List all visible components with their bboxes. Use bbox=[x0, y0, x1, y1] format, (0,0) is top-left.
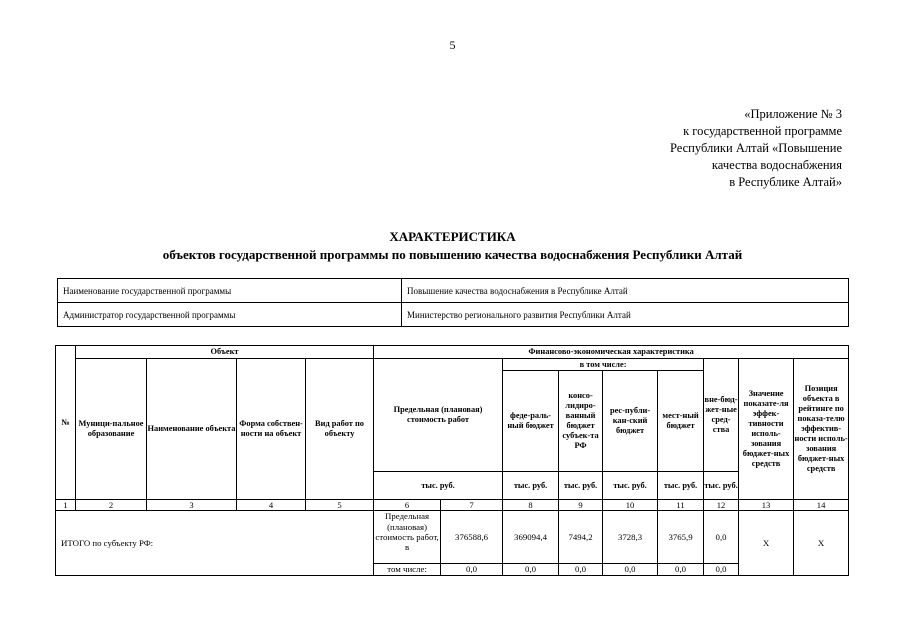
column-number: 4 bbox=[237, 500, 306, 511]
header-federal: феде-раль-ный бюджет bbox=[503, 371, 559, 472]
total-value: 376588,6 bbox=[441, 511, 503, 564]
column-number: 2 bbox=[76, 500, 147, 511]
column-number: 6 bbox=[374, 500, 441, 511]
header-including: в том числе: bbox=[503, 359, 704, 371]
header-work-type: Вид работ по объекту bbox=[306, 359, 374, 500]
unit-extrabudget: тыс. руб. bbox=[704, 472, 739, 500]
header-object-group: Объект bbox=[76, 346, 374, 359]
total-x-rating: Х bbox=[794, 511, 849, 575]
appendix-line: Республики Алтай «Повышение bbox=[669, 141, 842, 155]
header-municipality: Муници-пальное образование bbox=[76, 359, 147, 500]
total-value: 7494,2 bbox=[559, 511, 603, 564]
appendix-line: в Республике Алтай» bbox=[729, 175, 842, 189]
program-info-table bbox=[57, 278, 849, 327]
unit-consolidated: тыс. руб. bbox=[559, 472, 603, 500]
total-cost-text: Предельная (плановая) стоимость работ, в bbox=[374, 511, 441, 564]
header-rating: Позиция объекта в рейтинге по показа-телю эффектив-ности исполь-зования бюджет-ных средств bbox=[794, 359, 849, 500]
info-label: Наименование государственной программы bbox=[58, 279, 402, 303]
column-number: 12 bbox=[704, 500, 739, 511]
info-value: Повышение качества водоснабжения в Республике Алтай bbox=[402, 279, 849, 303]
unit-cost: тыс. руб. bbox=[374, 472, 503, 500]
objects-table bbox=[55, 345, 849, 576]
column-number: 5 bbox=[306, 500, 374, 511]
column-number: 9 bbox=[559, 500, 603, 511]
header-local: мест-ный бюджет bbox=[658, 371, 704, 472]
total-label: ИТОГО по субъекту РФ: bbox=[56, 511, 374, 575]
appendix-line: качества водоснабжения bbox=[711, 158, 842, 172]
unit-republic: тыс. руб. bbox=[603, 472, 658, 500]
header-finance-group: Финансово-экономическая характеристика bbox=[374, 346, 849, 359]
unit-local: тыс. руб. bbox=[658, 472, 704, 500]
info-value: Министерство регионального развития Республики Алтай bbox=[402, 303, 849, 327]
column-number: 1 bbox=[56, 500, 76, 511]
including-value: 0,0 bbox=[704, 564, 739, 575]
including-value: 0,0 bbox=[559, 564, 603, 575]
column-number: 10 bbox=[603, 500, 658, 511]
header-consolidated: консо-лидиро-ванный бюджет субъек-та РФ bbox=[559, 371, 603, 472]
appendix-block bbox=[600, 106, 842, 191]
info-row bbox=[58, 279, 849, 303]
appendix-line: «Приложение № 3 bbox=[744, 107, 842, 121]
column-number: 3 bbox=[147, 500, 237, 511]
including-value: 0,0 bbox=[503, 564, 559, 575]
including-text: том числе: bbox=[374, 564, 441, 575]
header-ownership: Форма собствен-ности на объект bbox=[237, 359, 306, 500]
total-value: 3728,3 bbox=[603, 511, 658, 564]
total-row bbox=[56, 511, 849, 564]
title-subtitle: объектов государственной программы по повышению качества водоснабжения Республики Алтай bbox=[162, 247, 743, 262]
info-row bbox=[58, 303, 849, 327]
title-main: ХАРАКТЕРИСТИКА bbox=[389, 229, 516, 244]
header-republic: рес-публи-кан-ский бюджет bbox=[603, 371, 658, 472]
page-number: 5 bbox=[449, 38, 456, 52]
column-number: 8 bbox=[503, 500, 559, 511]
total-value: 3765,9 bbox=[658, 511, 704, 564]
column-number: 11 bbox=[658, 500, 704, 511]
including-value: 0,0 bbox=[441, 564, 503, 575]
column-numbers-row bbox=[56, 500, 849, 511]
total-x-efficiency: Х bbox=[739, 511, 794, 575]
document-title bbox=[0, 228, 905, 264]
total-value: 0,0 bbox=[704, 511, 739, 564]
column-number: 7 bbox=[441, 500, 503, 511]
including-value: 0,0 bbox=[603, 564, 658, 575]
header-max-cost: Предельная (плановая) стоимость работ bbox=[374, 359, 503, 472]
header-no: № bbox=[56, 346, 76, 500]
unit-federal: тыс. руб. bbox=[503, 472, 559, 500]
column-number: 14 bbox=[794, 500, 849, 511]
header-object-name: Наименование объекта bbox=[147, 359, 237, 500]
header-extrabudget: вне-бюд-жет-ные сред-ства bbox=[704, 359, 739, 472]
header-efficiency: Значение показате-ля эффек-тивности исполь-зования бюджет-ных средств bbox=[739, 359, 794, 500]
including-value: 0,0 bbox=[658, 564, 704, 575]
column-number: 13 bbox=[739, 500, 794, 511]
info-label: Администратор государственной программы bbox=[58, 303, 402, 327]
total-value: 369094,4 bbox=[503, 511, 559, 564]
appendix-line: к государственной программе bbox=[683, 124, 842, 138]
